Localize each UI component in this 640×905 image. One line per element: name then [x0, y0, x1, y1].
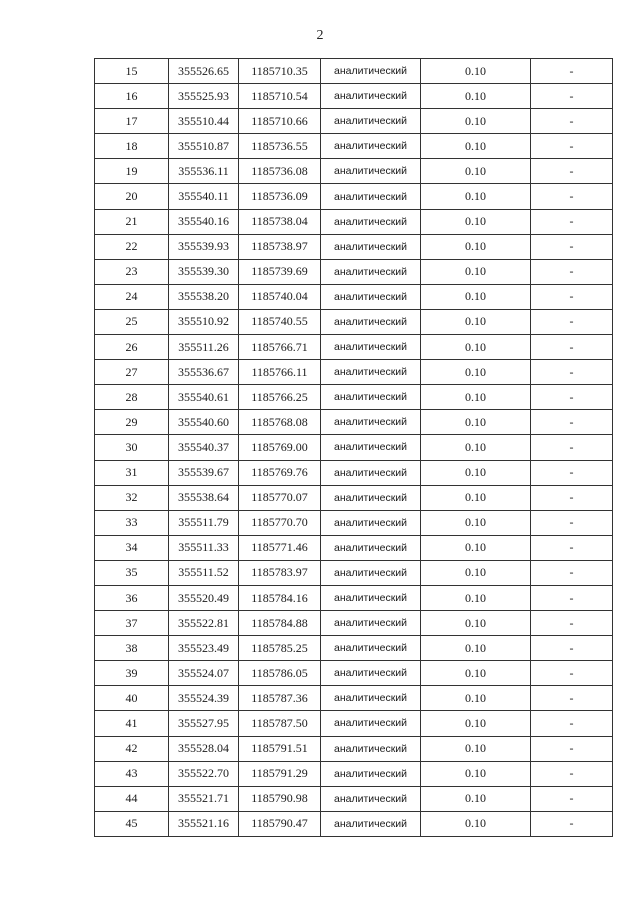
accuracy-cell: 0.10: [421, 460, 531, 485]
table-row: [95, 611, 613, 636]
table-row: [95, 134, 613, 159]
accuracy-cell: 0.10: [421, 585, 531, 610]
method-cell: аналитический: [321, 460, 421, 485]
table-row: [95, 84, 613, 109]
point-number-cell: 19: [95, 159, 169, 184]
note-cell: -: [531, 385, 613, 410]
y-coordinate-cell: 1185785.25: [239, 636, 321, 661]
table-row: [95, 811, 613, 836]
table-row: [95, 711, 613, 736]
y-coordinate-cell: 1185710.54: [239, 84, 321, 109]
x-coordinate-cell: 355540.16: [169, 209, 239, 234]
method-cell: аналитический: [321, 711, 421, 736]
accuracy-cell: 0.10: [421, 485, 531, 510]
accuracy-cell: 0.10: [421, 84, 531, 109]
x-coordinate-cell: 355510.87: [169, 134, 239, 159]
accuracy-cell: 0.10: [421, 184, 531, 209]
y-coordinate-cell: 1185736.08: [239, 159, 321, 184]
note-cell: -: [531, 134, 613, 159]
x-coordinate-cell: 355521.71: [169, 786, 239, 811]
note-cell: -: [531, 485, 613, 510]
note-cell: -: [531, 686, 613, 711]
y-coordinate-cell: 1185766.11: [239, 360, 321, 385]
accuracy-cell: 0.10: [421, 510, 531, 535]
point-number-cell: 38: [95, 636, 169, 661]
coordinates-table-body: [95, 59, 613, 837]
point-number-cell: 21: [95, 209, 169, 234]
accuracy-cell: 0.10: [421, 234, 531, 259]
point-number-cell: 36: [95, 585, 169, 610]
y-coordinate-cell: 1185738.97: [239, 234, 321, 259]
x-coordinate-cell: 355528.04: [169, 736, 239, 761]
method-cell: аналитический: [321, 109, 421, 134]
table-row: [95, 184, 613, 209]
note-cell: -: [531, 460, 613, 485]
table-row: [95, 736, 613, 761]
x-coordinate-cell: 355538.20: [169, 284, 239, 309]
point-number-cell: 32: [95, 485, 169, 510]
y-coordinate-cell: 1185736.09: [239, 184, 321, 209]
accuracy-cell: 0.10: [421, 661, 531, 686]
accuracy-cell: 0.10: [421, 636, 531, 661]
table-row: [95, 585, 613, 610]
method-cell: аналитический: [321, 259, 421, 284]
method-cell: аналитический: [321, 560, 421, 585]
accuracy-cell: 0.10: [421, 385, 531, 410]
y-coordinate-cell: 1185739.69: [239, 259, 321, 284]
y-coordinate-cell: 1185791.51: [239, 736, 321, 761]
y-coordinate-cell: 1185768.08: [239, 410, 321, 435]
page-number: 2: [316, 28, 324, 43]
note-cell: -: [531, 811, 613, 836]
point-number-cell: 31: [95, 460, 169, 485]
accuracy-cell: 0.10: [421, 611, 531, 636]
y-coordinate-cell: 1185766.25: [239, 385, 321, 410]
point-number-cell: 20: [95, 184, 169, 209]
accuracy-cell: 0.10: [421, 309, 531, 334]
note-cell: -: [531, 109, 613, 134]
accuracy-cell: 0.10: [421, 686, 531, 711]
method-cell: аналитический: [321, 335, 421, 360]
point-number-cell: 18: [95, 134, 169, 159]
point-number-cell: 34: [95, 535, 169, 560]
method-cell: аналитический: [321, 59, 421, 84]
table-row: [95, 636, 613, 661]
method-cell: аналитический: [321, 786, 421, 811]
accuracy-cell: 0.10: [421, 109, 531, 134]
point-number-cell: 22: [95, 234, 169, 259]
note-cell: -: [531, 84, 613, 109]
method-cell: аналитический: [321, 360, 421, 385]
point-number-cell: 17: [95, 109, 169, 134]
accuracy-cell: 0.10: [421, 435, 531, 460]
point-number-cell: 39: [95, 661, 169, 686]
accuracy-cell: 0.10: [421, 711, 531, 736]
y-coordinate-cell: 1185770.07: [239, 485, 321, 510]
x-coordinate-cell: 355536.11: [169, 159, 239, 184]
y-coordinate-cell: 1185736.55: [239, 134, 321, 159]
x-coordinate-cell: 355539.93: [169, 234, 239, 259]
note-cell: -: [531, 410, 613, 435]
point-number-cell: 25: [95, 309, 169, 334]
table-row: [95, 460, 613, 485]
point-number-cell: 41: [95, 711, 169, 736]
note-cell: -: [531, 560, 613, 585]
x-coordinate-cell: 355511.26: [169, 335, 239, 360]
method-cell: аналитический: [321, 134, 421, 159]
y-coordinate-cell: 1185791.29: [239, 761, 321, 786]
x-coordinate-cell: 355510.92: [169, 309, 239, 334]
point-number-cell: 24: [95, 284, 169, 309]
accuracy-cell: 0.10: [421, 360, 531, 385]
method-cell: аналитический: [321, 686, 421, 711]
point-number-cell: 16: [95, 84, 169, 109]
accuracy-cell: 0.10: [421, 209, 531, 234]
accuracy-cell: 0.10: [421, 335, 531, 360]
note-cell: -: [531, 59, 613, 84]
point-number-cell: 43: [95, 761, 169, 786]
x-coordinate-cell: 355538.64: [169, 485, 239, 510]
y-coordinate-cell: 1185790.98: [239, 786, 321, 811]
table-row: [95, 360, 613, 385]
table-row: [95, 761, 613, 786]
table-row: [95, 686, 613, 711]
accuracy-cell: 0.10: [421, 59, 531, 84]
point-number-cell: 37: [95, 611, 169, 636]
x-coordinate-cell: 355510.44: [169, 109, 239, 134]
y-coordinate-cell: 1185787.36: [239, 686, 321, 711]
y-coordinate-cell: 1185784.88: [239, 611, 321, 636]
table-row: [95, 59, 613, 84]
y-coordinate-cell: 1185784.16: [239, 585, 321, 610]
table-row: [95, 560, 613, 585]
accuracy-cell: 0.10: [421, 736, 531, 761]
table-row: [95, 335, 613, 360]
x-coordinate-cell: 355527.95: [169, 711, 239, 736]
accuracy-cell: 0.10: [421, 560, 531, 585]
y-coordinate-cell: 1185740.55: [239, 309, 321, 334]
point-number-cell: 42: [95, 736, 169, 761]
point-number-cell: 45: [95, 811, 169, 836]
x-coordinate-cell: 355540.61: [169, 385, 239, 410]
table-row: [95, 209, 613, 234]
note-cell: -: [531, 786, 613, 811]
point-number-cell: 28: [95, 385, 169, 410]
y-coordinate-cell: 1185710.66: [239, 109, 321, 134]
x-coordinate-cell: 355521.16: [169, 811, 239, 836]
x-coordinate-cell: 355526.65: [169, 59, 239, 84]
x-coordinate-cell: 355536.67: [169, 360, 239, 385]
x-coordinate-cell: 355523.49: [169, 636, 239, 661]
note-cell: -: [531, 585, 613, 610]
x-coordinate-cell: 355524.39: [169, 686, 239, 711]
note-cell: -: [531, 209, 613, 234]
y-coordinate-cell: 1185766.71: [239, 335, 321, 360]
point-number-cell: 26: [95, 335, 169, 360]
y-coordinate-cell: 1185769.00: [239, 435, 321, 460]
x-coordinate-cell: 355539.30: [169, 259, 239, 284]
note-cell: -: [531, 711, 613, 736]
y-coordinate-cell: 1185769.76: [239, 460, 321, 485]
accuracy-cell: 0.10: [421, 410, 531, 435]
x-coordinate-cell: 355520.49: [169, 585, 239, 610]
method-cell: аналитический: [321, 184, 421, 209]
coordinates-table: [94, 58, 613, 837]
method-cell: аналитический: [321, 209, 421, 234]
accuracy-cell: 0.10: [421, 761, 531, 786]
note-cell: -: [531, 611, 613, 636]
y-coordinate-cell: 1185738.04: [239, 209, 321, 234]
table-row: [95, 535, 613, 560]
table-row: [95, 510, 613, 535]
accuracy-cell: 0.10: [421, 811, 531, 836]
note-cell: -: [531, 636, 613, 661]
method-cell: аналитический: [321, 485, 421, 510]
point-number-cell: 29: [95, 410, 169, 435]
accuracy-cell: 0.10: [421, 259, 531, 284]
note-cell: -: [531, 234, 613, 259]
note-cell: -: [531, 510, 613, 535]
x-coordinate-cell: 355540.37: [169, 435, 239, 460]
note-cell: -: [531, 159, 613, 184]
accuracy-cell: 0.10: [421, 134, 531, 159]
note-cell: -: [531, 184, 613, 209]
note-cell: -: [531, 736, 613, 761]
note-cell: -: [531, 259, 613, 284]
method-cell: аналитический: [321, 736, 421, 761]
point-number-cell: 33: [95, 510, 169, 535]
method-cell: аналитический: [321, 309, 421, 334]
table-row: [95, 259, 613, 284]
table-row: [95, 485, 613, 510]
point-number-cell: 23: [95, 259, 169, 284]
y-coordinate-cell: 1185770.70: [239, 510, 321, 535]
point-number-cell: 15: [95, 59, 169, 84]
x-coordinate-cell: 355522.81: [169, 611, 239, 636]
x-coordinate-cell: 355511.33: [169, 535, 239, 560]
method-cell: аналитический: [321, 159, 421, 184]
y-coordinate-cell: 1185710.35: [239, 59, 321, 84]
y-coordinate-cell: 1185771.46: [239, 535, 321, 560]
x-coordinate-cell: 355540.60: [169, 410, 239, 435]
table-row: [95, 309, 613, 334]
method-cell: аналитический: [321, 284, 421, 309]
note-cell: -: [531, 284, 613, 309]
method-cell: аналитический: [321, 761, 421, 786]
y-coordinate-cell: 1185786.05: [239, 661, 321, 686]
y-coordinate-cell: 1185790.47: [239, 811, 321, 836]
table-row: [95, 786, 613, 811]
table-row: [95, 234, 613, 259]
method-cell: аналитический: [321, 585, 421, 610]
point-number-cell: 30: [95, 435, 169, 460]
table-row: [95, 159, 613, 184]
method-cell: аналитический: [321, 510, 421, 535]
note-cell: -: [531, 435, 613, 460]
point-number-cell: 27: [95, 360, 169, 385]
x-coordinate-cell: 355539.67: [169, 460, 239, 485]
note-cell: -: [531, 335, 613, 360]
note-cell: -: [531, 360, 613, 385]
method-cell: аналитический: [321, 435, 421, 460]
note-cell: -: [531, 535, 613, 560]
point-number-cell: 35: [95, 560, 169, 585]
y-coordinate-cell: 1185787.50: [239, 711, 321, 736]
note-cell: -: [531, 661, 613, 686]
x-coordinate-cell: 355511.52: [169, 560, 239, 585]
x-coordinate-cell: 355511.79: [169, 510, 239, 535]
y-coordinate-cell: 1185783.97: [239, 560, 321, 585]
table-row: [95, 435, 613, 460]
point-number-cell: 44: [95, 786, 169, 811]
note-cell: -: [531, 761, 613, 786]
method-cell: аналитический: [321, 811, 421, 836]
x-coordinate-cell: 355540.11: [169, 184, 239, 209]
x-coordinate-cell: 355522.70: [169, 761, 239, 786]
method-cell: аналитический: [321, 410, 421, 435]
table-row: [95, 410, 613, 435]
method-cell: аналитический: [321, 661, 421, 686]
x-coordinate-cell: 355524.07: [169, 661, 239, 686]
y-coordinate-cell: 1185740.04: [239, 284, 321, 309]
method-cell: аналитический: [321, 535, 421, 560]
table-row: [95, 109, 613, 134]
method-cell: аналитический: [321, 636, 421, 661]
point-number-cell: 40: [95, 686, 169, 711]
note-cell: -: [531, 309, 613, 334]
accuracy-cell: 0.10: [421, 786, 531, 811]
table-row: [95, 284, 613, 309]
method-cell: аналитический: [321, 385, 421, 410]
accuracy-cell: 0.10: [421, 284, 531, 309]
x-coordinate-cell: 355525.93: [169, 84, 239, 109]
method-cell: аналитический: [321, 84, 421, 109]
method-cell: аналитический: [321, 611, 421, 636]
table-row: [95, 661, 613, 686]
method-cell: аналитический: [321, 234, 421, 259]
accuracy-cell: 0.10: [421, 159, 531, 184]
accuracy-cell: 0.10: [421, 535, 531, 560]
table-row: [95, 385, 613, 410]
